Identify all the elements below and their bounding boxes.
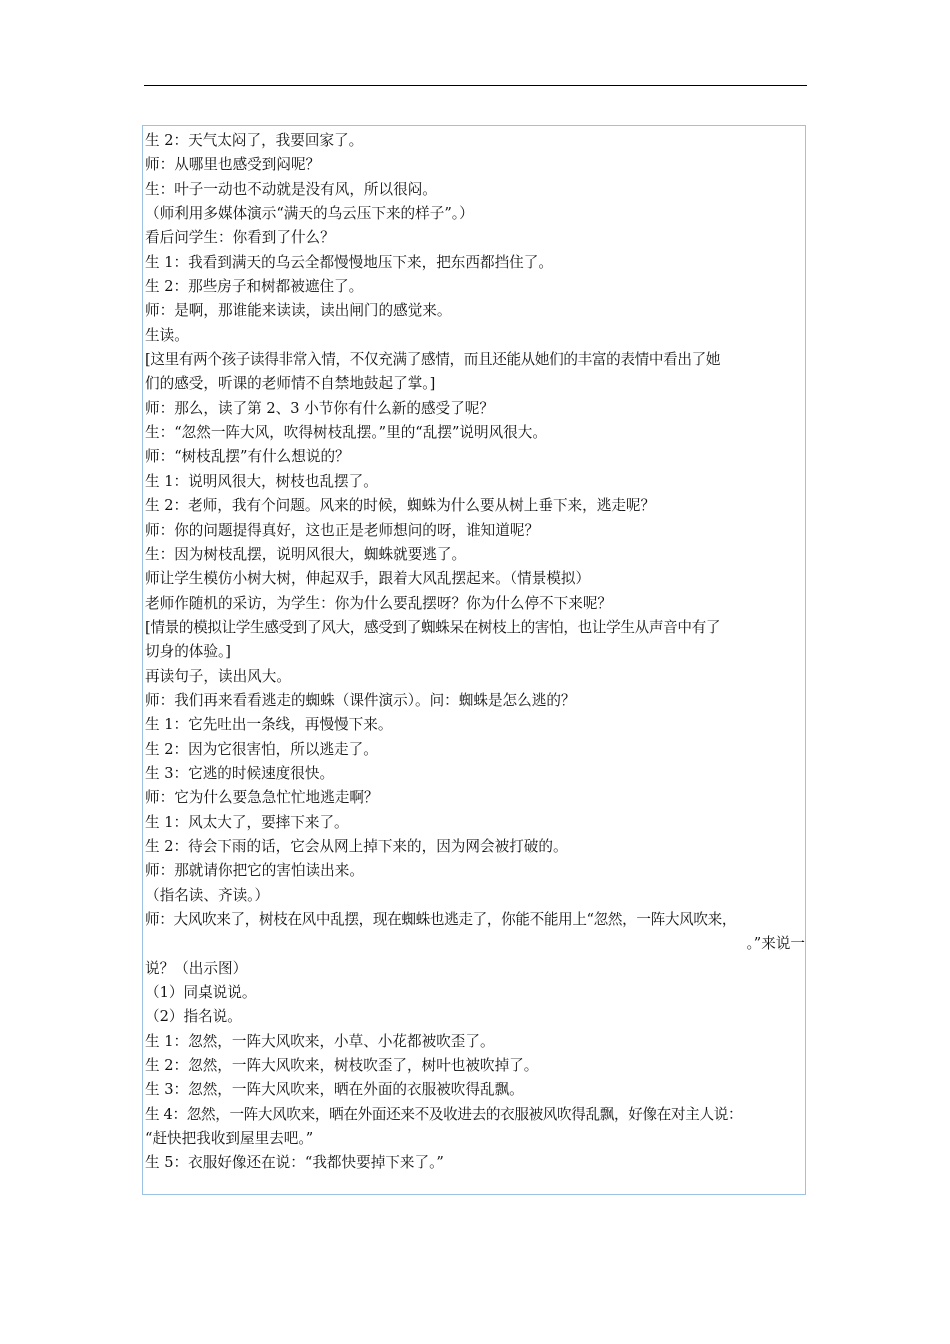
transcript-lines [145,129,805,1176]
transcript-line: 生：叶子一动也不动就是没有风，所以很闷。 [145,180,437,198]
transcript-line: （2）指名说。 [145,1008,242,1026]
transcript-line: 师：“树枝乱摆”有什么想说的？ [145,448,350,466]
transcript-line: 生 2：待会下雨的话，它会从网上掉下来的，因为网会被打破的。 [145,837,568,855]
transcript-line: 师：那就请你把它的害怕读出来。 [145,862,364,880]
transcript-line: （师利用多媒体演示“满天的乌云压下来的样子”。） [145,205,474,223]
transcript-line: 师：是啊，那谁能来读读，读出闸门的感觉来。 [145,302,452,320]
transcript-line: 切身的体验。] [145,643,231,661]
transcript-line: （1）同桌说说。 [145,984,257,1002]
transcript-line: [这里有两个孩子读得非常入情，不仅充满了感情，而且还能从她们的丰富的表情中看出了她 [145,351,721,369]
transcript-line: 师：我们再来看看逃走的蜘蛛（课件演示）。问：蜘蛛是怎么逃的？ [145,691,576,709]
transcript-line: “赶快把我收到屋里去吧。” [145,1130,314,1148]
transcript-line: 生 2：因为它很害怕，所以逃走了。 [145,740,378,758]
transcript-line: 生读。 [145,326,189,344]
transcript-line: 看后问学生：你看到了什么？ [145,229,335,247]
transcript-line: 生：因为树枝乱摆，说明风很大，蜘蛛就要逃了。 [145,545,467,563]
transcript-line: 。”来说一 [746,935,805,953]
transcript-line: 生 2：天气太闷了，我要回家了。 [145,132,364,149]
transcript-line: [情景的模拟让学生感受到了风大，感受到了蜘蛛呆在树枝上的害怕，也让学生从声音中有了 [145,618,721,636]
transcript-line: 生 2：那些房子和树都被遮住了。 [145,278,364,296]
transcript-line: 师：你的问题提得真好，这也正是老师想问的呀，谁知道呢？ [145,521,540,539]
transcript-line: 生 2：忽然，一阵大风吹来，树枝吹歪了，树叶也被吹掉了。 [145,1057,539,1075]
transcript-line: 生 1：我看到满天的乌云全都慢慢地压下来，把东西都挡住了。 [145,253,553,271]
transcript-line: 师：大风吹来了，树枝在风中乱摆，现在蜘蛛也逃走了，你能不能用上“忽然，一阵大风吹来， [145,911,737,928]
transcript-line: 生 1：说明风很大，树枝也乱摆了。 [145,472,378,490]
transcript-line: 生 5：衣服好像还在说：“我都快要掉下来了。” [145,1154,444,1172]
transcript-line: （指名读、齐读。） [145,886,270,904]
header-rule [144,85,807,86]
transcript-line: 们的感受，听课的老师情不自禁地鼓起了掌。] [145,375,436,393]
transcript-line: 生：“忽然一阵大风，吹得树枝乱摆。”里的“乱摆”说明风很大。 [145,424,547,442]
transcript-line: 师：它为什么要急急忙忙地逃走啊？ [145,789,379,807]
transcript-line: 生 1：忽然，一阵大风吹来，小草、小花都被吹歪了。 [145,1032,495,1050]
transcript-line: 师让学生模仿小树大树，伸起双手，跟着大风乱摆起来。（情景模拟） [145,570,591,588]
transcript-line: 生 3：它逃的时候速度很快。 [145,764,335,782]
transcript-line: 再读句子，读出风大。 [145,667,291,685]
transcript-line: 师：从哪里也感受到闷呢？ [145,156,321,174]
transcript-line: 师：那么，读了第 2、3 小节你有什么新的感受了呢？ [145,399,494,417]
lesson-transcript-box [142,125,806,1195]
transcript-line: 说？（出示图） [145,959,248,977]
transcript-line: 生 1：风太大了，要摔下来了。 [145,813,349,831]
transcript-line: 生 2：老师，我有个问题。风来的时候，蜘蛛为什么要从树上垂下来，逃走呢？ [145,497,656,515]
transcript-line: 生 3：忽然，一阵大风吹来，晒在外面的衣服被吹得乱飘。 [145,1081,524,1099]
transcript-line: 生 1：它先吐出一条线，再慢慢下来。 [145,716,393,734]
transcript-line: 生 4：忽然，一阵大风吹来，晒在外面还来不及收进去的衣服被风吹得乱飘，好像在对主人说： [145,1105,743,1123]
transcript-line: 老师作随机的采访，为学生：你为什么要乱摆呀？你为什么停不下来呢？ [145,594,613,612]
